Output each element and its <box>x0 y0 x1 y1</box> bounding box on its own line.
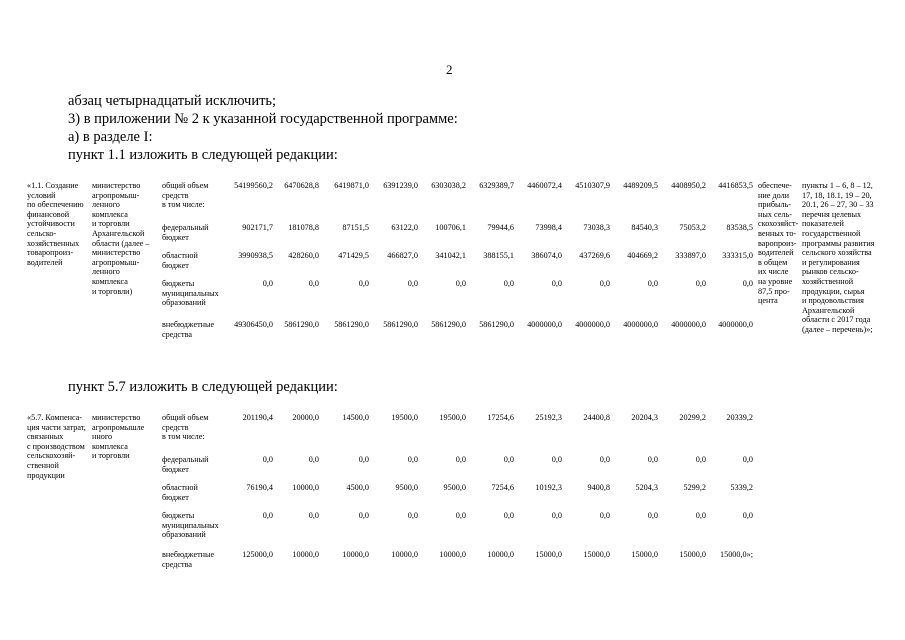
funding-value-cell: 333315,0 <box>722 251 753 260</box>
funding-value-cell: 73038,3 <box>583 223 610 232</box>
target-indicators-line: перечня целевых <box>802 209 862 219</box>
funding-value-cell: 0,0 <box>455 511 466 520</box>
funding-value-cell: 10192,3 <box>535 483 562 492</box>
funding-value-cell: 0,0 <box>358 455 369 464</box>
target-indicators-line: 17, 18, 18.1, 19 – 20, <box>802 190 872 200</box>
funding-value-cell: 4000000,0 <box>718 320 753 329</box>
funding-value-cell: 5861290,0 <box>383 320 418 329</box>
target-indicators-line: 20.1, 26 – 27, 30 – 33 <box>802 200 874 210</box>
measure-name-line: «5.7. Компенса- <box>27 413 83 422</box>
measure-name-line: ция части затрат, <box>27 422 86 432</box>
funding-source-line: бюджеты <box>162 511 195 520</box>
funding-source-line: бюджет <box>162 232 189 242</box>
funding-value-cell: 4000000,0 <box>671 320 706 329</box>
executor-line: комплекса <box>92 441 128 451</box>
result-indicator-line: цента <box>758 296 778 306</box>
target-indicators-line: (далее – перечень)»; <box>802 325 873 334</box>
funding-source-line: внебюджетные <box>162 550 215 559</box>
funding-value-cell: 4460072,4 <box>527 181 562 190</box>
funding-source-line: общий объем <box>162 413 209 422</box>
funding-value-cell: 6329389,7 <box>479 181 514 190</box>
measure-name-line: с производством <box>27 441 85 451</box>
funding-source-line: средств <box>162 190 189 200</box>
funding-value-cell: 4000000,0 <box>527 320 562 329</box>
funding-value-cell: 6470628,8 <box>284 181 319 190</box>
executor-line: министерство <box>92 413 141 422</box>
funding-value-cell: 5861290,0 <box>431 320 466 329</box>
funding-value-cell: 201190,4 <box>242 413 273 422</box>
funding-value-cell: 0,0 <box>358 511 369 520</box>
funding-value-cell: 10000,0 <box>292 550 319 559</box>
result-indicator-line: их числе <box>758 267 789 277</box>
funding-source-line: бюджет <box>162 492 189 502</box>
measure-name-line: «1.1. Создание <box>27 181 79 190</box>
measure-name-line: связанных <box>27 432 64 442</box>
funding-value-cell: 0,0 <box>407 455 418 464</box>
funding-value-cell: 19500,0 <box>391 413 418 422</box>
executor-line: министерство <box>92 181 141 190</box>
funding-value-cell: 4408950,2 <box>671 181 706 190</box>
funding-source-line: образований <box>162 530 206 540</box>
target-indicators-line: хозяйственной <box>802 277 854 286</box>
funding-value-cell: 0,0 <box>308 455 319 464</box>
funding-value-cell: 4489209,5 <box>623 181 658 190</box>
funding-value-cell: 15000,0»; <box>720 550 753 559</box>
funding-value-cell: 0,0 <box>358 279 369 288</box>
funding-value-cell: 5861290,0 <box>479 320 514 329</box>
measure-name-line: устойчивости <box>27 219 75 229</box>
funding-value-cell: 0,0 <box>599 279 610 288</box>
measure-name-line: сельско- <box>27 229 57 238</box>
funding-value-cell: 341042,1 <box>435 251 466 260</box>
funding-value-cell: 15000,0 <box>583 550 610 559</box>
result-indicator-line: венных то- <box>758 229 797 238</box>
funding-value-cell: 902171,7 <box>242 223 273 232</box>
mid-heading: пункт 5.7 изложить в следующей редакции: <box>68 379 338 395</box>
target-indicators-line: и регулирования <box>802 257 860 267</box>
result-indicator-line: в общем <box>758 257 788 267</box>
page-number: 2 <box>446 62 453 77</box>
funding-value-cell: 4000000,0 <box>575 320 610 329</box>
funding-value-cell: 125000,0 <box>242 550 273 559</box>
funding-value-cell: 0,0 <box>262 455 273 464</box>
funding-value-cell: 3990938,5 <box>238 251 273 260</box>
funding-source-line: в том числе: <box>162 200 205 210</box>
executor-line: ленного <box>92 200 120 210</box>
target-indicators-line: сельского хозяйства <box>802 248 872 258</box>
funding-source-line: средств <box>162 422 189 432</box>
result-indicator-line: ных сель- <box>758 209 792 219</box>
funding-value-cell: 0,0 <box>551 455 562 464</box>
funding-source-line: областной <box>162 251 198 260</box>
funding-source-line: общий объем <box>162 181 209 190</box>
result-indicator-line: варопроиз- <box>758 238 797 248</box>
funding-value-cell: 0,0 <box>262 279 273 288</box>
measure-name-line: хозяйственных <box>27 238 80 248</box>
funding-value-cell: 181078,8 <box>288 223 319 232</box>
target-indicators-line: пункты 1 – 6, 8 – 12, <box>802 181 873 190</box>
funding-value-cell: 15000,0 <box>631 550 658 559</box>
funding-value-cell: 0,0 <box>695 511 706 520</box>
funding-value-cell: 20000,0 <box>292 413 319 422</box>
funding-value-cell: 0,0 <box>742 455 753 464</box>
funding-value-cell: 5299,2 <box>683 483 706 492</box>
funding-value-cell: 0,0 <box>407 279 418 288</box>
measure-name-line: товаропроиз- <box>27 248 74 258</box>
funding-source-line: бюджеты <box>162 279 195 288</box>
funding-value-cell: 437269,6 <box>579 251 610 260</box>
funding-source-line: средства <box>162 329 193 339</box>
funding-value-cell: 54199560,2 <box>234 181 273 190</box>
funding-value-cell: 9500,0 <box>443 483 466 492</box>
target-indicators-line: Архангельской <box>802 305 855 315</box>
target-indicators-line: показателей <box>802 219 844 229</box>
funding-value-cell: 73998,4 <box>535 223 562 232</box>
target-indicators-line: программы развития <box>802 238 875 248</box>
funding-value-cell: 0,0 <box>308 279 319 288</box>
funding-source-line: внебюджетные <box>162 320 215 329</box>
funding-source-line: образований <box>162 298 206 308</box>
measure-name-line: по обеспечению <box>27 200 84 210</box>
funding-value-cell: 10000,0 <box>342 550 369 559</box>
funding-value-cell: 49306450,0 <box>234 320 273 329</box>
executor-line: министерство <box>92 248 141 258</box>
funding-value-cell: 4000000,0 <box>623 320 658 329</box>
target-indicators-line: рынков сельско- <box>802 267 859 277</box>
funding-value-cell: 6303038,2 <box>431 181 466 190</box>
funding-value-cell: 0,0 <box>407 511 418 520</box>
result-indicator-line: скохозяйст- <box>758 219 799 229</box>
funding-value-cell: 0,0 <box>455 279 466 288</box>
intro-line-3: а) в разделе I: <box>68 129 153 145</box>
funding-value-cell: 24400,8 <box>583 413 610 422</box>
funding-value-cell: 0,0 <box>742 279 753 288</box>
funding-value-cell: 10000,0 <box>391 550 418 559</box>
intro-line-1: абзац четырнадцатый исключить; <box>68 93 277 109</box>
funding-value-cell: 7254,6 <box>491 483 514 492</box>
funding-value-cell: 0,0 <box>455 455 466 464</box>
executor-line: Архангельской <box>92 229 145 238</box>
funding-value-cell: 5861290,0 <box>334 320 369 329</box>
funding-value-cell: 9400,8 <box>587 483 610 492</box>
funding-value-cell: 0,0 <box>262 511 273 520</box>
funding-value-cell: 386074,0 <box>531 251 562 260</box>
funding-value-cell: 0,0 <box>551 511 562 520</box>
funding-value-cell: 84540,3 <box>631 223 658 232</box>
funding-value-cell: 19500,0 <box>439 413 466 422</box>
funding-source-line: бюджет <box>162 464 189 474</box>
funding-value-cell: 5339,2 <box>730 483 753 492</box>
funding-value-cell: 0,0 <box>647 455 658 464</box>
measure-name-line: сельскохозяй- <box>27 451 76 461</box>
funding-value-cell: 4416853,5 <box>718 181 753 190</box>
funding-value-cell: 6419871,0 <box>334 181 369 190</box>
funding-value-cell: 466827,0 <box>387 251 418 260</box>
executor-line: и торговли <box>92 451 130 461</box>
funding-value-cell: 10000,0 <box>439 550 466 559</box>
executor-line: агропромыш- <box>92 257 140 267</box>
intro-line-4: пункт 1.1 изложить в следующей редакции: <box>68 147 338 163</box>
funding-value-cell: 10000,0 <box>487 550 514 559</box>
funding-source-line: бюджет <box>162 260 189 270</box>
funding-value-cell: 5861290,0 <box>284 320 319 329</box>
executor-line: ленного <box>92 267 120 277</box>
result-indicator-line: прибыль- <box>758 200 792 210</box>
funding-value-cell: 0,0 <box>308 511 319 520</box>
funding-value-cell: 15000,0 <box>535 550 562 559</box>
funding-value-cell: 14500,0 <box>342 413 369 422</box>
executor-line: комплекса <box>92 277 128 286</box>
funding-value-cell: 0,0 <box>647 279 658 288</box>
funding-value-cell: 4510307,9 <box>575 181 610 190</box>
funding-value-cell: 75053,2 <box>679 223 706 232</box>
funding-value-cell: 388155,1 <box>483 251 514 260</box>
executor-line: агропромышле <box>92 422 145 432</box>
executor-line: агропромыш- <box>92 190 140 200</box>
executor-line: и торговли) <box>92 286 133 296</box>
target-indicators-line: государственной <box>802 229 861 238</box>
funding-value-cell: 4500,0 <box>346 483 369 492</box>
funding-value-cell: 6391239,0 <box>383 181 418 190</box>
executor-line: нного <box>92 432 113 442</box>
intro-line-2: 3) в приложении № 2 к указанной государственной программе: <box>68 111 458 127</box>
funding-value-cell: 0,0 <box>503 511 514 520</box>
funding-source-line: средства <box>162 559 193 569</box>
funding-value-cell: 87151,5 <box>342 223 369 232</box>
executor-line: комплекса <box>92 209 128 219</box>
funding-value-cell: 10000,0 <box>292 483 319 492</box>
result-indicator-line: ние доли <box>758 190 790 200</box>
measure-name-line: продукции <box>27 470 65 480</box>
target-indicators-line: продукции, сырья <box>802 286 865 296</box>
funding-value-cell: 0,0 <box>695 279 706 288</box>
result-indicator-line: 87,5 про- <box>758 286 790 296</box>
funding-value-cell: 428260,0 <box>288 251 319 260</box>
funding-source-line: муниципальных <box>162 288 219 298</box>
funding-value-cell: 404669,2 <box>627 251 658 260</box>
target-indicators-line: и продовольствия <box>802 296 864 306</box>
funding-value-cell: 0,0 <box>742 511 753 520</box>
funding-value-cell: 0,0 <box>503 279 514 288</box>
result-indicator-line: обеспече- <box>758 181 792 190</box>
funding-value-cell: 9500,0 <box>395 483 418 492</box>
target-indicators-line: области с 2017 года <box>802 315 871 325</box>
funding-value-cell: 76190,4 <box>246 483 273 492</box>
funding-value-cell: 17254,6 <box>487 413 514 422</box>
funding-source-line: областной <box>162 483 198 492</box>
measure-name-line: водителей <box>27 257 63 267</box>
executor-line: и торговли <box>92 219 130 229</box>
funding-source-line: в том числе: <box>162 432 205 442</box>
executor-line: области (далее – <box>92 238 150 248</box>
funding-value-cell: 20204,3 <box>631 413 658 422</box>
funding-value-cell: 63122,0 <box>391 223 418 232</box>
measure-name-line: ственной <box>27 461 59 470</box>
funding-value-cell: 0,0 <box>503 455 514 464</box>
funding-value-cell: 20339,2 <box>726 413 753 422</box>
funding-value-cell: 20299,2 <box>679 413 706 422</box>
funding-value-cell: 0,0 <box>695 455 706 464</box>
funding-value-cell: 471429,5 <box>338 251 369 260</box>
measure-name-line: финансовой <box>27 209 70 219</box>
funding-value-cell: 83538,5 <box>726 223 753 232</box>
funding-value-cell: 0,0 <box>647 511 658 520</box>
funding-value-cell: 0,0 <box>551 279 562 288</box>
funding-value-cell: 15000,0 <box>679 550 706 559</box>
funding-source-line: муниципальных <box>162 520 219 530</box>
funding-source-line: федеральный <box>162 223 209 232</box>
funding-value-cell: 79944,6 <box>487 223 514 232</box>
result-indicator-line: на уровне <box>758 277 793 286</box>
result-indicator-line: водителей <box>758 248 794 258</box>
funding-value-cell: 333897,0 <box>675 251 706 260</box>
funding-source-line: федеральный <box>162 455 209 464</box>
funding-value-cell: 100706,1 <box>435 223 466 232</box>
funding-value-cell: 25192,3 <box>535 413 562 422</box>
funding-value-cell: 0,0 <box>599 455 610 464</box>
funding-value-cell: 0,0 <box>599 511 610 520</box>
measure-name-line: условий <box>27 190 56 200</box>
funding-value-cell: 5204,3 <box>635 483 658 492</box>
